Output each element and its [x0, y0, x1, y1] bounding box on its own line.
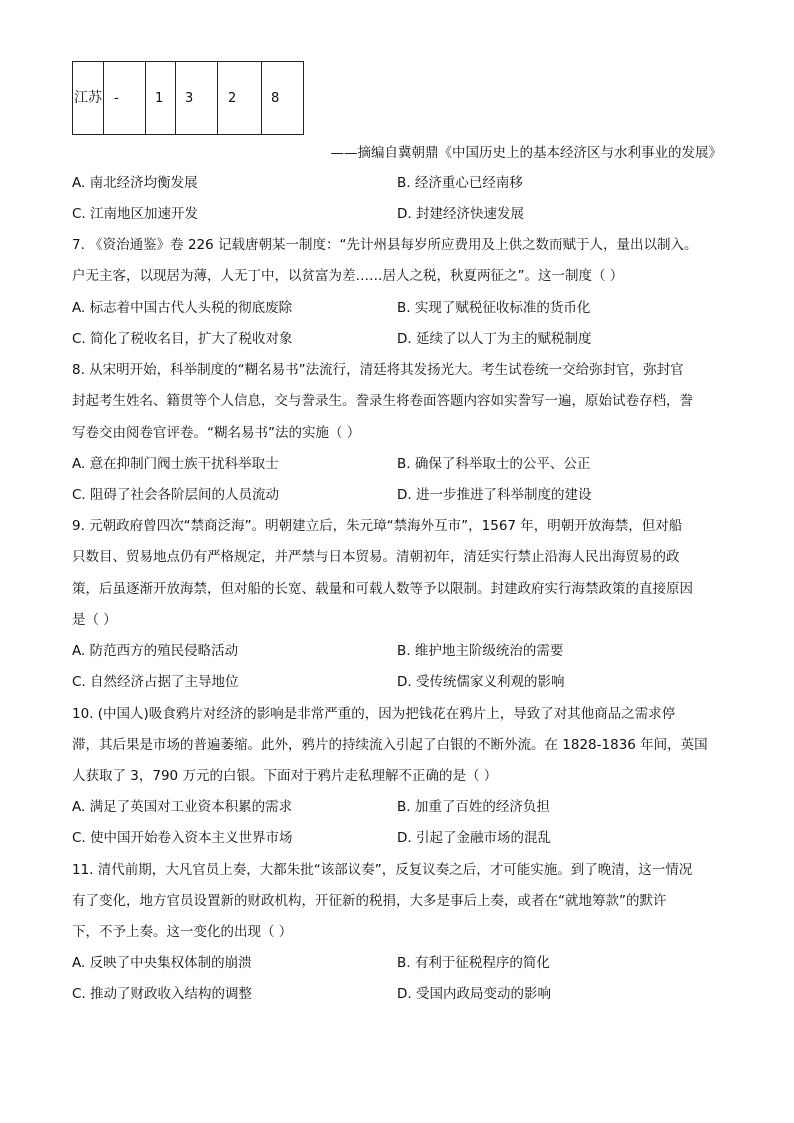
q11-option-c: C. 推动了财政收入结构的调整 [72, 986, 253, 1002]
q9-option-b: B. 维护地主阶级统治的需要 [397, 643, 564, 659]
q7-option-a: A. 标志着中国古代人头税的彻底废除 [72, 300, 293, 316]
q9-option-c: C. 自然经济占据了主导地位 [72, 674, 239, 690]
q9-stem-line: 只数目、贸易地点仍有严格规定，并严禁与日本贸易。清朝初年，清廷实行禁止沿海人民出海贸易的政 [72, 549, 680, 565]
q11-stem-line: 下，不予上奏。这一变化的出现（ ） [72, 924, 293, 940]
q10-stem-line: 滞，其后果是市场的普遍萎缩。此外，鸦片的持续流入引起了白银的不断外流。在 1828-1836 年间，英国 [72, 737, 708, 753]
q9-stem-line: 策，后虽逐渐开放海禁，但对船的长宽、载量和可载人数等予以限制。封建政府实行海禁政策的直接原因 [72, 581, 693, 597]
q10-stem-line: 10. (中国人)吸食鸦片对经济的影响是非常严重的，因为把钱花在鸦片上，导致了对其他商品之需求停 [72, 706, 676, 722]
q8-stem-line: 写卷交由阅卷官评卷。“糊名易书”法的实施（ ） [72, 425, 361, 441]
q6-option-a: A. 南北经济均衡发展 [72, 175, 198, 191]
table-cell: 1 [146, 62, 176, 135]
q10-option-d: D. 引起了金融市场的混乱 [397, 830, 551, 846]
table-row [73, 62, 304, 135]
q10-option-b: B. 加重了百姓的经济负担 [397, 799, 550, 815]
table-cell-province: 江苏 [73, 62, 104, 135]
q8-option-b: B. 确保了科举取士的公平、公正 [397, 456, 591, 472]
q10-stem-line: 人获取了 3，790 万元的白银。下面对于鸦片走私理解不正确的是（ ） [72, 768, 498, 784]
table-cell: 8 [262, 62, 304, 135]
table-cell: 2 [218, 62, 262, 135]
q6-option-d: D. 封建经济快速发展 [397, 206, 524, 222]
q11-stem-line: 有了变化，地方官员设置新的财政机构，开征新的税捐，大多是事后上奏，或者在“就地筹款”的默许 [72, 893, 667, 909]
q11-option-a: A. 反映了中央集权体制的崩溃 [72, 955, 252, 971]
q7-stem-line: 户无主客，以现居为薄，人无丁中，以贫富为差……居人之税，秋夏两征之”。这一制度（ ） [72, 268, 624, 284]
q6-option-b: B. 经济重心已经南移 [397, 175, 523, 191]
q10-option-a: A. 满足了英国对工业资本积累的需求 [72, 799, 293, 815]
q11-option-d: D. 受国内政局变动的影响 [397, 986, 551, 1002]
data-table-fragment [72, 61, 304, 135]
q8-option-d: D. 进一步推进了科举制度的建设 [397, 487, 592, 503]
q9-stem-line: 9. 元朝政府曾四次“禁商泛海”。明朝建立后，朱元璋“禁海外互市”，1567 年，明朝开放海禁，但对船 [72, 518, 683, 534]
q10-option-c: C. 使中国开始卷入资本主义世界市场 [72, 830, 293, 846]
q7-option-c: C. 简化了税收名目，扩大了税收对象 [72, 331, 293, 347]
q9-option-a: A. 防范西方的殖民侵略活动 [72, 643, 239, 659]
table-cell: 3 [176, 62, 218, 135]
q7-option-d: D. 延续了以人丁为主的赋税制度 [397, 331, 592, 347]
table-cell: - [104, 62, 146, 135]
q6-option-c: C. 江南地区加速开发 [72, 206, 199, 222]
q9-option-d: D. 受传统儒家义利观的影响 [397, 674, 565, 690]
q8-stem-line: 8. 从宋明开始，科举制度的“糊名易书”法流行，清廷将其发扬光大。考生试卷统一交给弥封官，弥封官 [72, 362, 684, 378]
q9-stem-line: 是（ ） [72, 612, 117, 628]
q7-stem-line: 7. 《资治通鉴》卷 226 记载唐朝某一制度：“先计州县每岁所应费用及上供之数而赋于人，量出以制入。 [72, 237, 698, 253]
q11-stem-line: 11. 清代前期，大凡官员上奏，大都朱批“该部议奏”，反复议奏之后，才可能实施。到了晚清，这一情况 [72, 862, 693, 878]
table-source-citation: ——摘编自冀朝鼎《中国历史上的基本经济区与水利事业的发展》 [330, 145, 722, 161]
q7-option-b: B. 实现了赋税征收标准的货币化 [397, 300, 591, 316]
q8-stem-line: 封起考生姓名、籍贯等个人信息，交与誊录生。誊录生将卷面答题内容如实誊写一遍，原始试卷存档，誊 [72, 393, 693, 409]
q11-option-b: B. 有利于征税程序的简化 [397, 955, 550, 971]
q8-option-a: A. 意在抑制门阀士族干扰科举取士 [72, 456, 279, 472]
q8-option-c: C. 阻碍了社会各阶层间的人员流动 [72, 487, 280, 503]
